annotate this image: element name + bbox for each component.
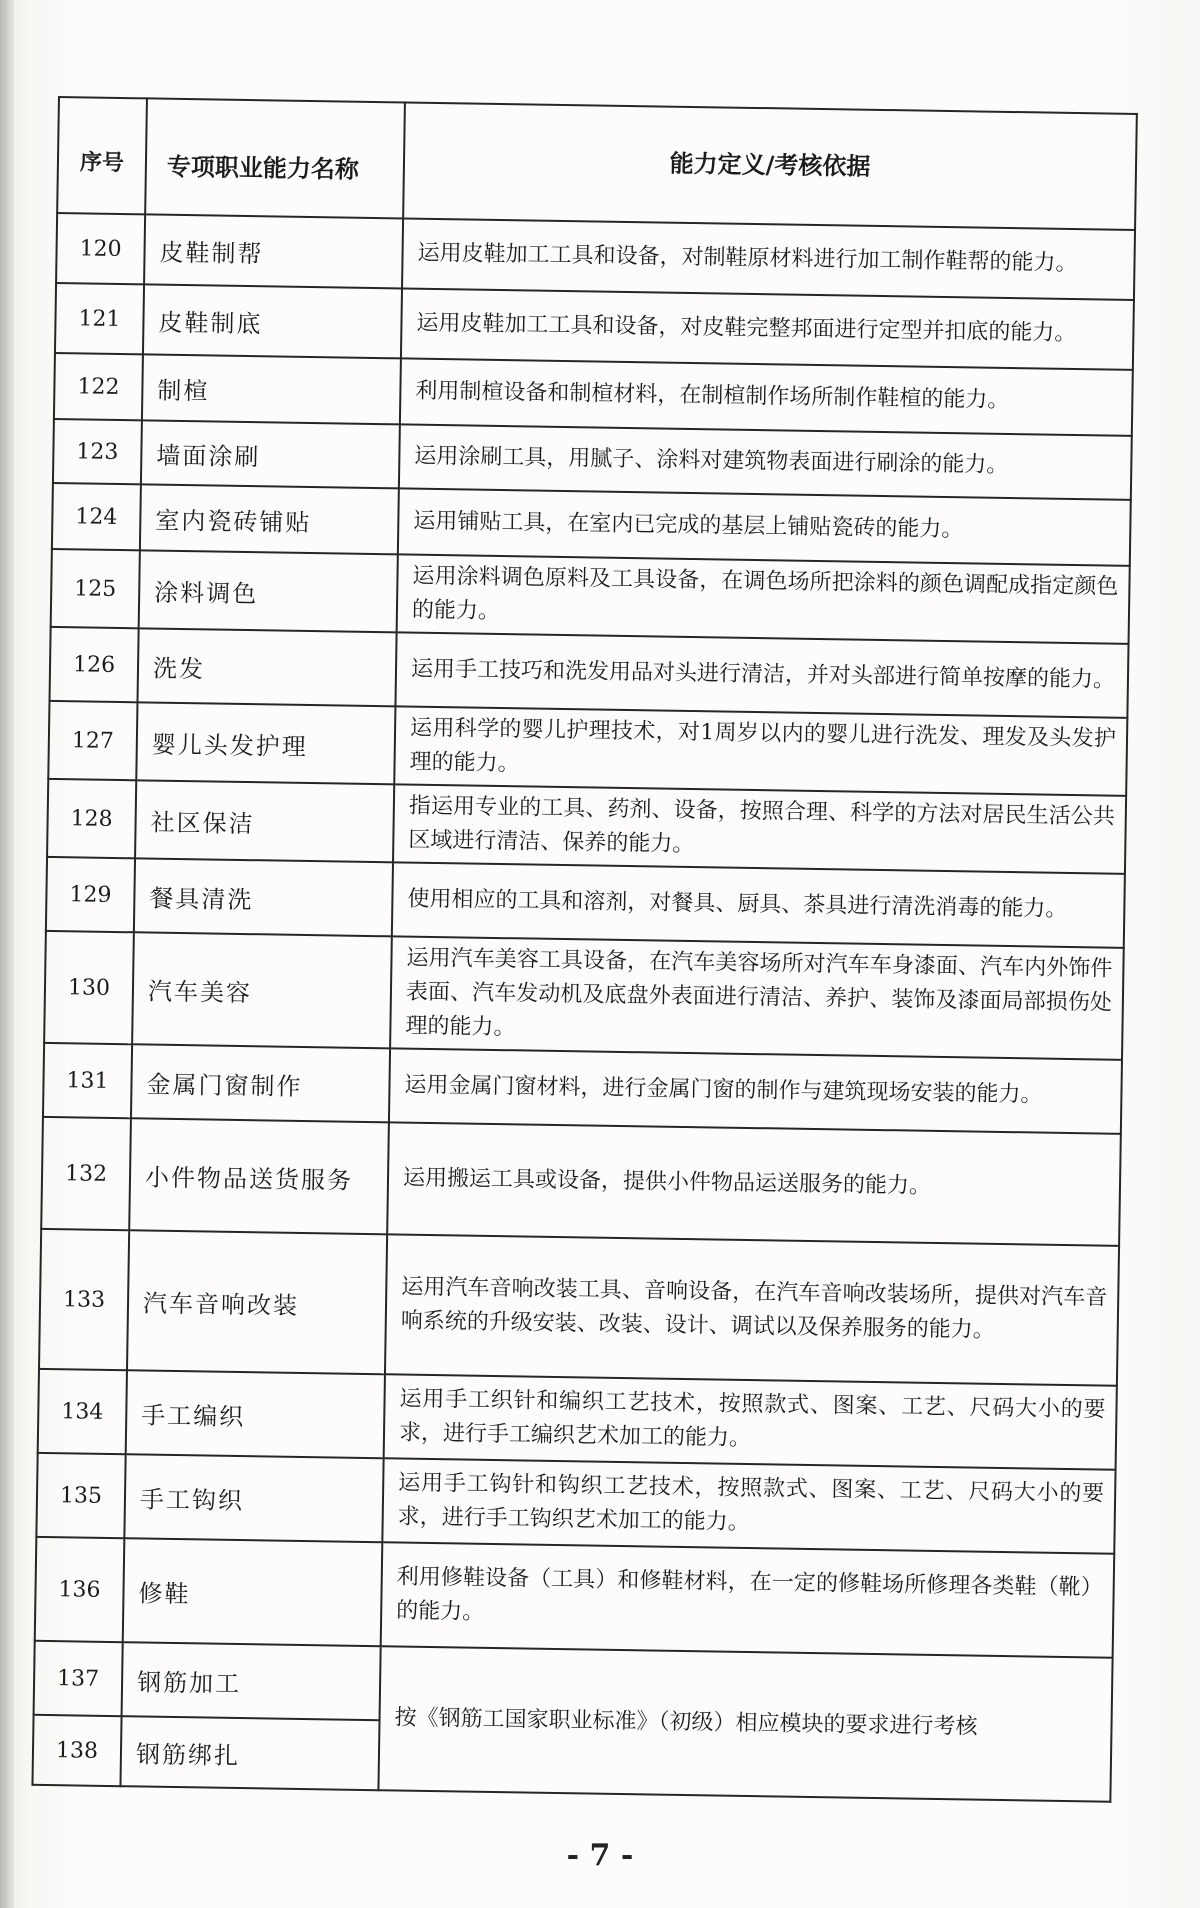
row-definition: 运用皮鞋加工工具和设备，对制鞋原材料进行加工制作鞋帮的能力。 bbox=[402, 218, 1135, 299]
row-definition: 使用相应的工具和溶剂，对餐具、厨具、茶具进行清洗消毒的能力。 bbox=[392, 862, 1125, 947]
vocational-ability-table bbox=[31, 96, 1137, 1803]
header-definition: 能力定义/考核依据 bbox=[403, 102, 1137, 229]
row-definition: 运用铺贴工具，在室内已完成的基层上铺贴瓷砖的能力。 bbox=[398, 488, 1131, 565]
row-name: 餐具清洗 bbox=[134, 858, 393, 936]
row-definition: 运用手工织针和编织工艺技术，按照款式、图案、工艺、尺码大小的要求，进行手工编织艺术加工的能力。 bbox=[384, 1374, 1117, 1469]
row-name: 汽车音响改装 bbox=[127, 1230, 387, 1374]
row-definition: 运用搬运工具或设备，提供小件物品运送服务的能力。 bbox=[387, 1122, 1121, 1245]
row-no: 122 bbox=[54, 353, 143, 420]
row-name: 钢筋绑扎 bbox=[120, 1716, 379, 1790]
row-definition: 运用手工技巧和洗发用品对头进行清洁，并对头部进行简单按摩的能力。 bbox=[395, 632, 1128, 717]
table-row bbox=[35, 1537, 1115, 1658]
row-no: 138 bbox=[32, 1715, 121, 1786]
row-name: 墙面涂刷 bbox=[141, 420, 400, 488]
row-definition: 利用修鞋设备（工具）和修鞋材料，在一定的修鞋场所修理各类鞋（靴）的能力。 bbox=[381, 1542, 1115, 1657]
row-definition: 运用涂刷工具，用腻子、涂料对建筑物表面进行刷涂的能力。 bbox=[399, 424, 1132, 499]
row-no: 133 bbox=[39, 1229, 129, 1370]
row-name: 皮鞋制帮 bbox=[144, 214, 403, 288]
row-no: 123 bbox=[53, 419, 142, 484]
table-row bbox=[41, 1117, 1121, 1246]
row-name: 涂料调色 bbox=[139, 550, 398, 632]
header-no: 序号 bbox=[57, 97, 147, 214]
row-no: 127 bbox=[48, 701, 137, 780]
row-no: 124 bbox=[52, 483, 141, 550]
header-name: 专项职业能力名称 bbox=[145, 98, 405, 218]
row-name: 修鞋 bbox=[123, 1538, 383, 1646]
row-name: 汽车美容 bbox=[132, 932, 392, 1048]
row-name: 手工钩织 bbox=[124, 1454, 383, 1542]
row-definition: 运用科学的婴儿护理技术，对1周岁以内的婴儿进行洗发、理发及头发护理的能力。 bbox=[394, 706, 1127, 795]
row-definition: 运用汽车美容工具设备，在汽车美容场所对汽车车身漆面、汽车内外饰件表面、汽车发动机及底盘外表面进行清洁、养护、装饰及漆面局部损伤处理的能力。 bbox=[390, 936, 1124, 1059]
row-definition: 按《钢筋工国家职业标准》（初级）相应模块的要求进行考核 bbox=[378, 1646, 1112, 1801]
row-no: 137 bbox=[34, 1641, 123, 1716]
row-no: 134 bbox=[38, 1369, 127, 1454]
table-row bbox=[39, 1229, 1119, 1386]
row-name: 金属门窗制作 bbox=[131, 1044, 390, 1122]
row-definition: 运用手工钩针和钩织工艺技术，按照款式、图案、工艺、尺码大小的要求，进行手工钩织艺术加工的能力。 bbox=[382, 1458, 1115, 1553]
row-no: 121 bbox=[55, 283, 144, 354]
row-no: 136 bbox=[35, 1537, 125, 1642]
row-no: 125 bbox=[51, 549, 140, 628]
row-name: 小件物品送货服务 bbox=[129, 1118, 389, 1234]
row-name: 洗发 bbox=[137, 628, 396, 706]
row-definition: 运用皮鞋加工工具和设备，对皮鞋完整邦面进行定型并扣底的能力。 bbox=[401, 288, 1134, 369]
row-no: 131 bbox=[43, 1043, 132, 1118]
row-name: 制楦 bbox=[142, 354, 401, 424]
row-name: 皮鞋制底 bbox=[143, 284, 402, 358]
row-definition: 指运用专业的工具、药剂、设备，按照合理、科学的方法对居民生活公共区域进行清洁、保养的能力。 bbox=[393, 784, 1126, 873]
row-name: 室内瓷砖铺贴 bbox=[140, 484, 399, 554]
row-no: 135 bbox=[36, 1453, 125, 1538]
row-no: 132 bbox=[41, 1117, 131, 1230]
table-header-row bbox=[57, 97, 1137, 230]
row-no: 129 bbox=[46, 857, 135, 932]
page-binding-edge bbox=[0, 0, 14, 1908]
page-number: - 7 - bbox=[566, 1838, 634, 1873]
row-no: 130 bbox=[44, 931, 134, 1044]
row-definition: 利用制楦设备和制楦材料，在制楦制作场所制作鞋楦的能力。 bbox=[400, 358, 1133, 435]
row-name: 社区保洁 bbox=[135, 780, 394, 862]
row-name: 婴儿头发护理 bbox=[136, 702, 395, 784]
row-name: 手工编织 bbox=[126, 1370, 385, 1458]
row-name: 钢筋加工 bbox=[122, 1642, 381, 1720]
row-no: 128 bbox=[47, 779, 136, 858]
row-no: 126 bbox=[49, 627, 138, 702]
table-row bbox=[44, 931, 1124, 1060]
row-definition: 运用汽车音响改装工具、音响设备，在汽车音响改装场所，提供对汽车音响系统的升级安装、改装、设计、调试以及保养服务的能力。 bbox=[385, 1234, 1119, 1385]
row-definition: 运用金属门窗材料，进行金属门窗的制作与建筑现场安装的能力。 bbox=[389, 1048, 1122, 1133]
row-no: 120 bbox=[56, 213, 145, 284]
row-definition: 运用涂料调色原料及工具设备，在调色场所把涂料的颜色调配成指定颜色的能力。 bbox=[397, 554, 1130, 643]
